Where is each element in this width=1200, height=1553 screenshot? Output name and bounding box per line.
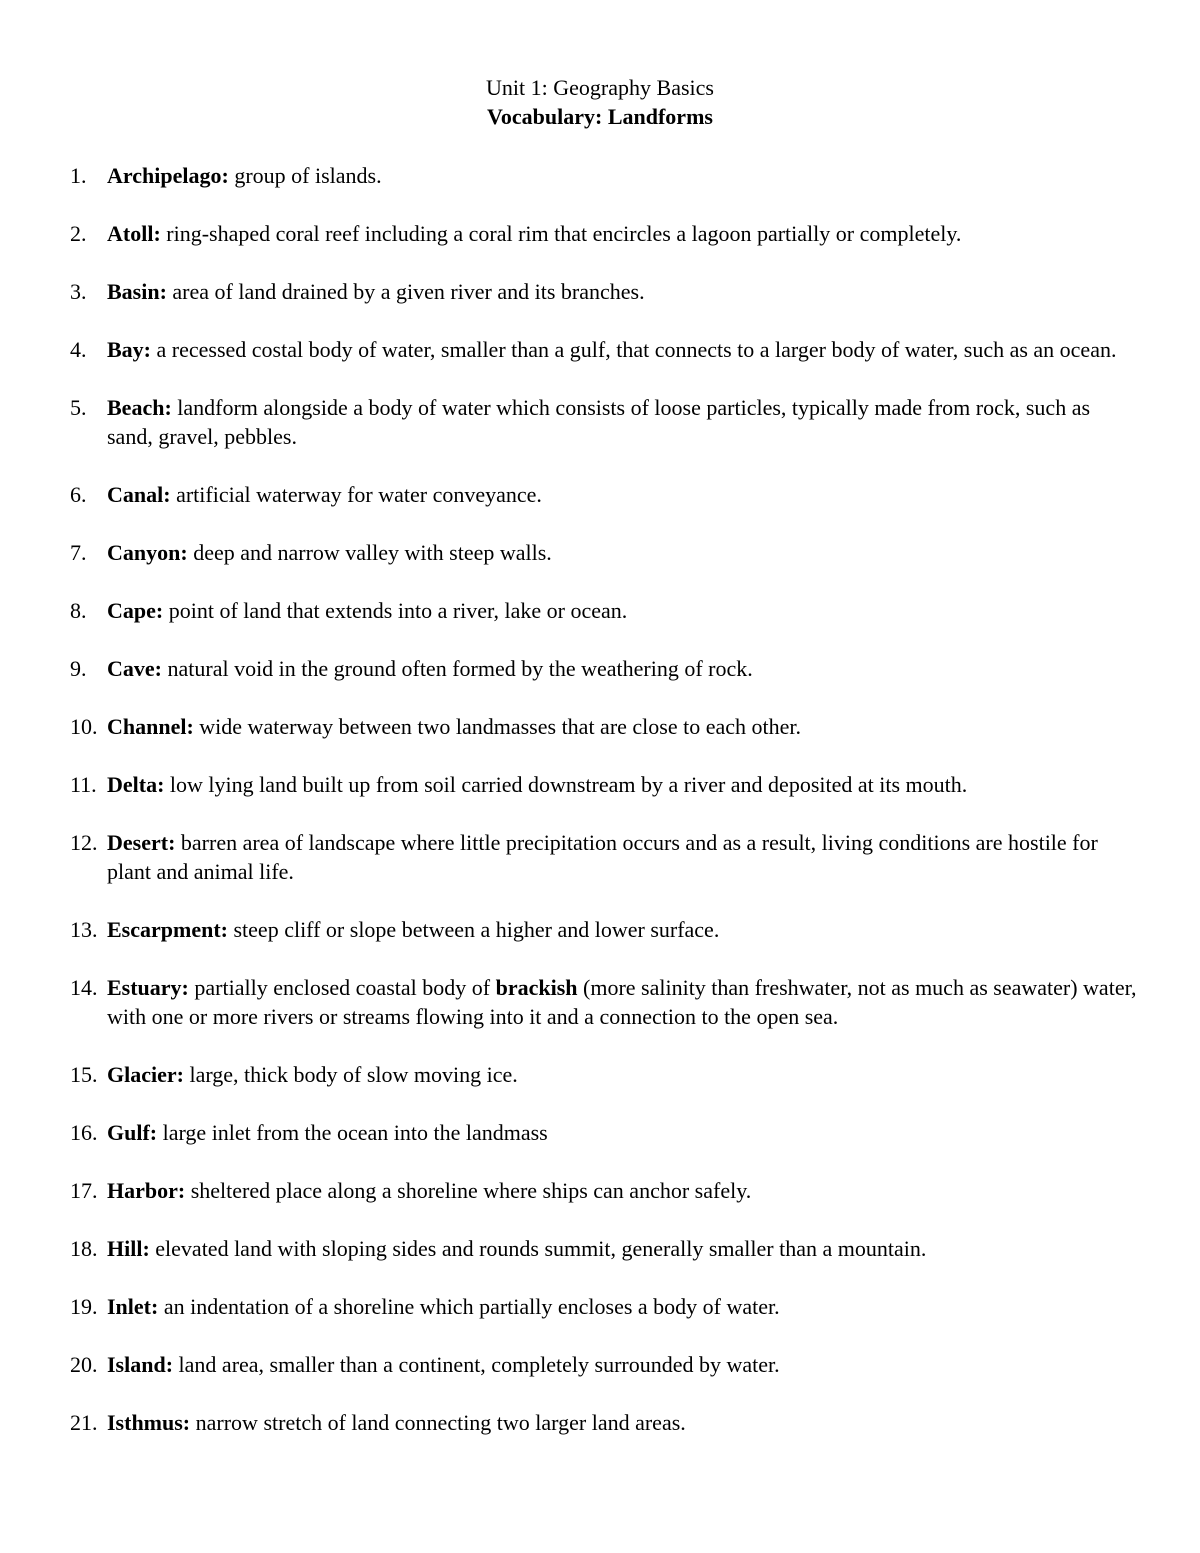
vocab-definition: deep and narrow valley with steep walls. — [193, 540, 552, 565]
item-number: 10. — [70, 714, 98, 739]
vocab-item — [70, 973, 1140, 1031]
item-number: 13. — [70, 917, 98, 942]
vocab-term: Basin: — [107, 279, 167, 304]
vocab-definition: an indentation of a shoreline which partially encloses a body of water. — [163, 1294, 780, 1319]
item-number: 16. — [70, 1120, 98, 1145]
vocab-definition: ring-shaped coral reef including a coral rim that encircles a lagoon partially or completely. — [166, 221, 962, 246]
vocab-definition-continued: (more salinity than freshwater, not as much as seawater) water, with one or more rivers or streams flowing into it and a connection to the open sea. — [107, 975, 1137, 1029]
vocab-definition: sheltered place along a shoreline where ships can anchor safely. — [190, 1178, 752, 1203]
vocab-item — [70, 161, 1140, 190]
vocab-item — [70, 712, 1140, 741]
item-number: 15. — [70, 1062, 98, 1087]
vocab-term: Cape: — [107, 598, 164, 623]
vocab-item — [70, 277, 1140, 306]
vocab-item — [70, 770, 1140, 799]
vocab-term: Beach: — [107, 395, 172, 420]
item-number: 1. — [70, 163, 87, 188]
vocab-item — [70, 828, 1140, 886]
vocab-term: Archipelago: — [107, 163, 229, 188]
vocab-term: Canal: — [107, 482, 171, 507]
vocab-item — [70, 915, 1140, 944]
item-number: 7. — [70, 540, 87, 565]
item-number: 17. — [70, 1178, 98, 1203]
vocab-item — [70, 335, 1140, 364]
item-number: 6. — [70, 482, 87, 507]
vocab-definition: group of islands. — [234, 163, 382, 188]
vocab-definition: natural void in the ground often formed by the weathering of rock. — [167, 656, 753, 681]
vocab-definition: steep cliff or slope between a higher and lower surface. — [233, 917, 720, 942]
vocab-term: Inlet: — [107, 1294, 159, 1319]
vocabulary-list — [70, 161, 1140, 1437]
vocab-term: Desert: — [107, 830, 176, 855]
vocab-item — [70, 393, 1140, 451]
vocab-item — [70, 538, 1140, 567]
vocab-term: Isthmus: — [107, 1410, 191, 1435]
item-number: 12. — [70, 830, 98, 855]
section-title: Vocabulary: Landforms — [487, 104, 713, 129]
vocab-term: Hill: — [107, 1236, 150, 1261]
vocab-term: Canyon: — [107, 540, 188, 565]
vocab-definition: large, thick body of slow moving ice. — [189, 1062, 518, 1087]
item-number: 21. — [70, 1410, 98, 1435]
vocab-term: Estuary: — [107, 975, 189, 1000]
item-number: 20. — [70, 1352, 98, 1377]
vocab-term: Escarpment: — [107, 917, 228, 942]
vocab-term: Harbor: — [107, 1178, 186, 1203]
vocab-term: Glacier: — [107, 1062, 184, 1087]
vocab-definition: land area, smaller than a continent, completely surrounded by water. — [178, 1352, 780, 1377]
vocab-definition: large inlet from the ocean into the landmass — [162, 1120, 548, 1145]
item-number: 14. — [70, 975, 98, 1000]
vocab-term: Channel: — [107, 714, 194, 739]
vocab-item — [70, 1060, 1140, 1089]
vocab-term: Atoll: — [107, 221, 161, 246]
item-number: 8. — [70, 598, 87, 623]
item-number: 19. — [70, 1294, 98, 1319]
vocab-definition: barren area of landscape where little precipitation occurs and as a result, living conditions are hostile for plant and animal life. — [107, 830, 1098, 884]
vocab-definition: area of land drained by a given river and its branches. — [172, 279, 645, 304]
vocab-item — [70, 1408, 1140, 1437]
vocab-item — [70, 219, 1140, 248]
vocab-definition: artificial waterway for water conveyance. — [176, 482, 542, 507]
vocab-term: Island: — [107, 1352, 174, 1377]
vocab-item — [70, 1350, 1140, 1379]
vocab-emphasis: brackish — [495, 975, 578, 1000]
vocab-term: Bay: — [107, 337, 151, 362]
item-number: 18. — [70, 1236, 98, 1261]
vocab-item — [70, 654, 1140, 683]
item-number: 3. — [70, 279, 87, 304]
vocab-item — [70, 1176, 1140, 1205]
vocab-item — [70, 1118, 1140, 1147]
vocab-definition: narrow stretch of land connecting two larger land areas. — [195, 1410, 686, 1435]
item-number: 4. — [70, 337, 87, 362]
vocab-definition: a recessed costal body of water, smaller than a gulf, that connects to a larger body of water, such as an ocean. — [156, 337, 1117, 362]
item-number: 2. — [70, 221, 87, 246]
vocab-definition: partially enclosed coastal body of — [194, 975, 491, 1000]
item-number: 5. — [70, 395, 87, 420]
vocab-definition: landform alongside a body of water which consists of loose particles, typically made from rock, such as sand, gravel, pebbles. — [107, 395, 1091, 449]
item-number: 11. — [70, 772, 97, 797]
vocab-term: Cave: — [107, 656, 162, 681]
vocab-definition: elevated land with sloping sides and rounds summit, generally smaller than a mountain. — [155, 1236, 927, 1261]
vocab-item — [70, 1234, 1140, 1263]
unit-title: Unit 1: Geography Basics — [486, 75, 714, 100]
vocab-term: Gulf: — [107, 1120, 158, 1145]
vocab-item — [70, 1292, 1140, 1321]
vocab-term: Delta: — [107, 772, 165, 797]
vocab-item — [70, 596, 1140, 625]
vocab-item — [70, 480, 1140, 509]
vocab-definition: wide waterway between two landmasses that are close to each other. — [199, 714, 802, 739]
vocab-definition: point of land that extends into a river, lake or ocean. — [168, 598, 628, 623]
vocab-definition: low lying land built up from soil carried downstream by a river and deposited at its mouth. — [169, 772, 968, 797]
item-number: 9. — [70, 656, 87, 681]
